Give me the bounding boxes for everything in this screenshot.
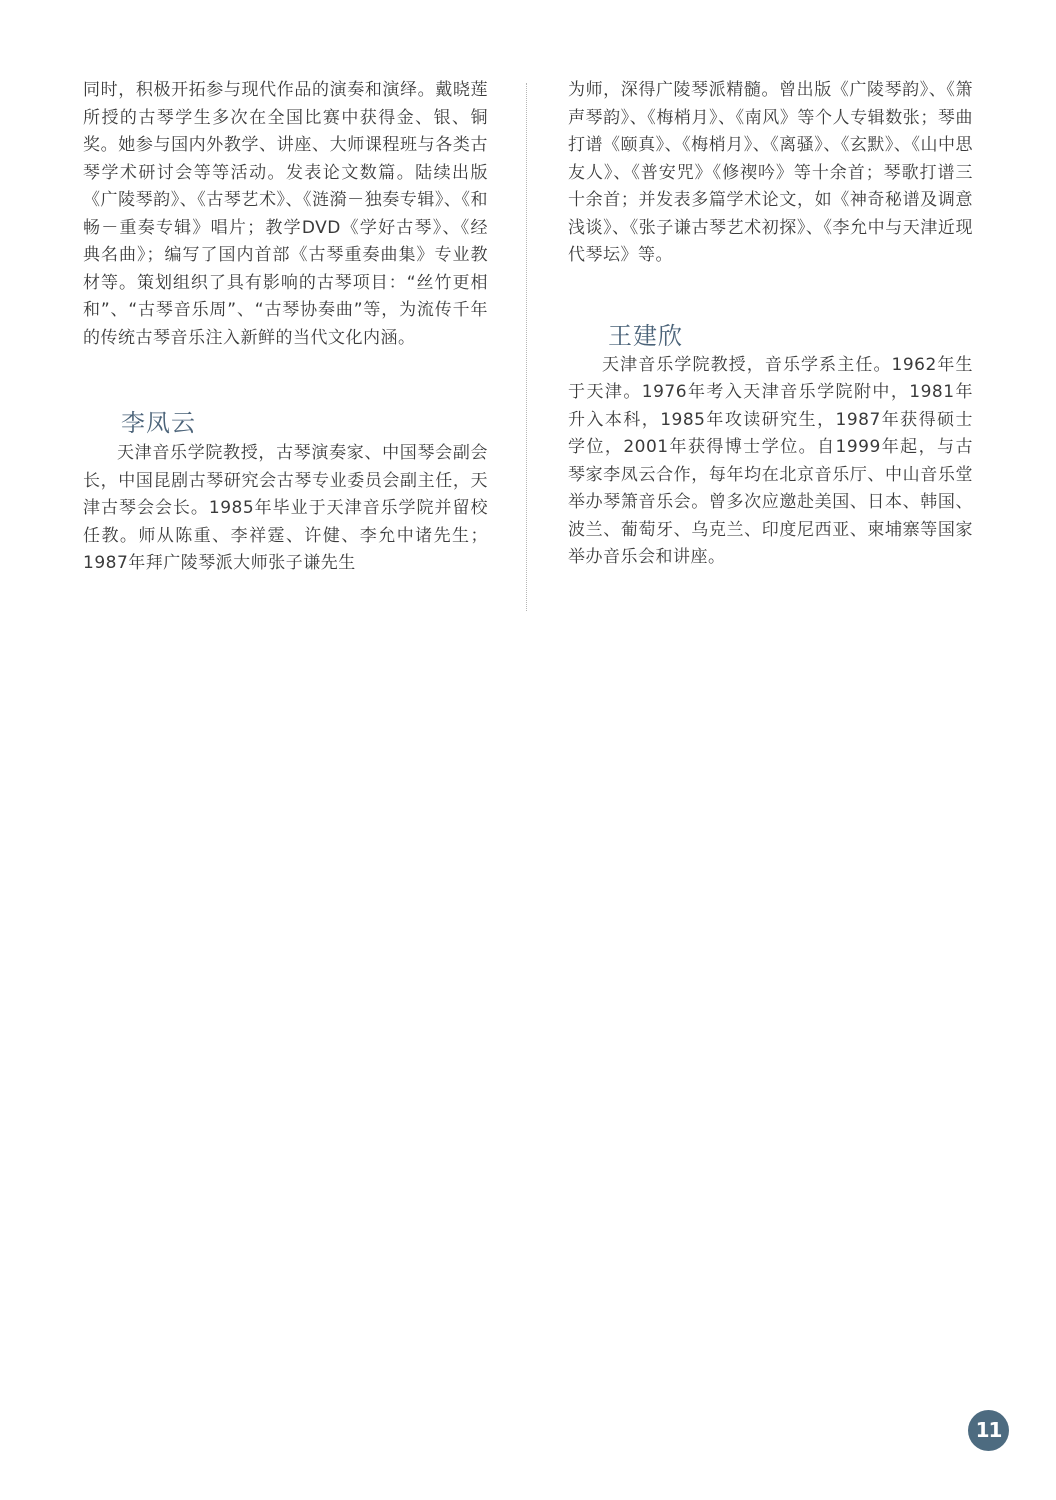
wang-jianxin-bio-paragraph: 天津音乐学院教授，音乐学系主任。1962年生于天津。1976年考入天津音乐学院附中，1981年升入本科，1985年攻读研究生，1987年获得硕士学位，2001年获得博士学位。自1999年起，与古琴家李凤云合作，每年均在北京音乐厅、中山音乐堂举办琴箫音乐会。曾多次应邀赴美国、日本、韩国、波兰、葡萄牙、乌克兰、印度尼西亚、柬埔寨等国家举办音乐会和讲座。 xyxy=(568,354,973,567)
section-title-li-fengyun: 李凤云 xyxy=(121,409,196,437)
page-number-badge: 11 xyxy=(968,1410,1009,1451)
column-divider xyxy=(526,83,527,611)
li-fengyun-bio-paragraph: 天津音乐学院教授，古琴演奏家、中国琴会副会长，中国昆剧古琴研究会古琴专业委员会副主任，天津古琴会会长。1985年毕业于天津音乐学院并留校任教。师从陈重、李祥霆、许健、李允中诸先生；1987年拜广陵琴派大师张子谦先生 xyxy=(83,443,488,573)
left-column xyxy=(83,77,488,578)
right-column xyxy=(568,77,973,572)
section-title-wang-jianxin: 王建欣 xyxy=(608,321,683,350)
li-fengyun-bio-continued: 为师，深得广陵琴派精髓。曾出版《广陵琴韵》、《箫声琴韵》、《梅梢月》、《南风》等个人专辑数张；琴曲打谱《颐真》、《梅梢月》、《离骚》、《玄默》、《山中思友人》、《普安咒》《修禊吟》等十余首；琴歌打谱三十余首；并发表多篇学术论文，如《神奇秘谱及调意浅谈》、《张子谦古琴艺术初探》、《李允中与天津近现代琴坛》等。 xyxy=(568,80,973,265)
intro-paragraph: 同时，积极开拓参与现代作品的演奏和演绎。戴晓莲所授的古琴学生多次在全国比赛中获得金、银、铜奖。她参与国内外教学、讲座、大师课程班与各类古琴学术研讨会等等活动。发表论文数篇。陆续出版《广陵琴韵》、《古琴艺术》、《涟漪－独奏专辑》、《和畅－重奏专辑》唱片；教学DVD《学好古琴》、《经典名曲》；编写了国内首部《古琴重奏曲集》专业教材等。策划组织了具有影响的古琴项目：“丝竹更相和”、“古琴音乐周”、“古琴协奏曲”等，为流传千年的传统古琴音乐注入新鲜的当代文化内涵。 xyxy=(83,80,488,348)
